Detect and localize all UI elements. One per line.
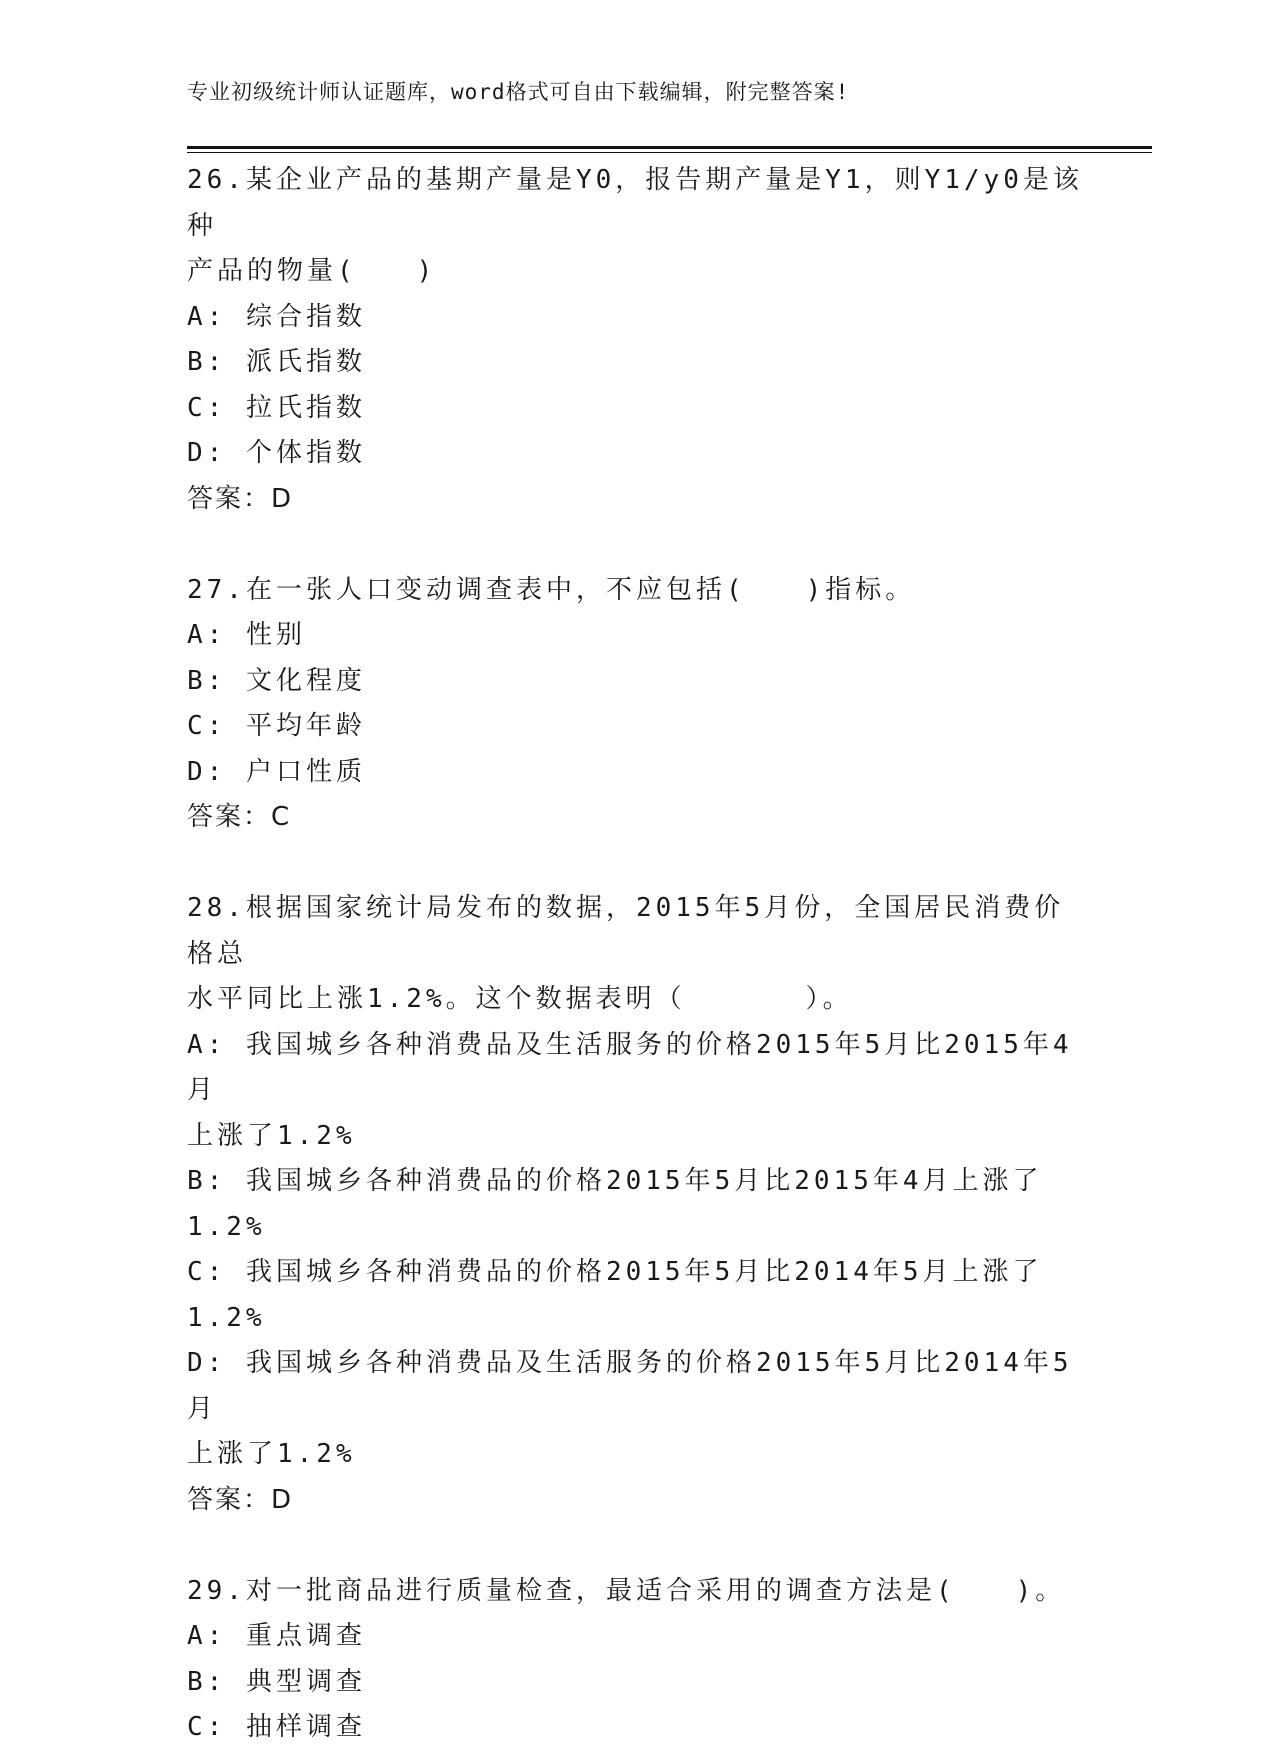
header-divider-thick [187, 146, 1152, 149]
question-text-cont: 产品的物量( ) [187, 256, 437, 286]
option-b: B: 派氏指数 [187, 347, 366, 377]
document-header: 专业初级统计师认证题库，word格式可自由下载编辑，附完整答案! [187, 80, 850, 104]
option-a: A: 重点调查 [187, 1621, 366, 1651]
question-number: 26. [187, 165, 246, 195]
option-d: D: 我国城乡各种消费品及生活服务的价格2015年5月比2014年5月 [187, 1348, 1073, 1424]
question-number: 27. [187, 574, 246, 605]
question-28 [187, 886, 1087, 1523]
option-d-cont: 上涨了1.2% [187, 1439, 356, 1469]
answer-text: 答案：D [187, 1484, 294, 1515]
question-27 [187, 568, 1087, 841]
question-text: 27.在一张人口变动调查表中，不应包括( )指标。 [187, 574, 916, 605]
option-d: D: 个体指数 [187, 438, 366, 468]
question-list [187, 158, 1087, 1751]
question-text: 26.某企业产品的基期产量是Y0，报告期产量是Y1，则Y1/y0是该种 [187, 165, 1083, 241]
option-b: B: 我国城乡各种消费品的价格2015年5月比2015年4月上涨了1.2% [187, 1166, 1043, 1242]
question-text: 28.根据国家统计局发布的数据，2015年5月份，全国居民消费价格总 [187, 893, 1065, 969]
option-a-cont: 上涨了1.2% [187, 1120, 356, 1151]
option-a: A: 综合指数 [187, 301, 366, 332]
option-b: B: 文化程度 [187, 665, 366, 696]
option-c: C: 平均年龄 [187, 711, 366, 741]
question-text: 29.对一批商品进行质量检查，最适合采用的调查方法是( )。 [187, 1575, 1066, 1606]
question-number: 28. [187, 893, 246, 923]
option-c: C: 拉氏指数 [187, 392, 366, 423]
option-a: A: 性别 [187, 620, 306, 650]
answer-text: 答案：C [187, 802, 292, 832]
option-b: B: 典型调查 [187, 1666, 366, 1697]
option-d: D: 户口性质 [187, 756, 366, 787]
header-divider-thin [187, 152, 1152, 153]
option-a: A: 我国城乡各种消费品及生活服务的价格2015年5月比2015年4月 [187, 1029, 1073, 1105]
answer-text: 答案：D [187, 483, 294, 514]
option-c: C: 我国城乡各种消费品的价格2015年5月比2014年5月上涨了1.2% [187, 1257, 1043, 1333]
question-number: 29. [187, 1575, 246, 1606]
question-29 [187, 1569, 1087, 1751]
question-text-cont: 水平同比上涨1.2%。这个数据表明（ ）。 [187, 984, 853, 1014]
option-c: C: 抽样调查 [187, 1712, 366, 1742]
question-26 [187, 158, 1087, 522]
